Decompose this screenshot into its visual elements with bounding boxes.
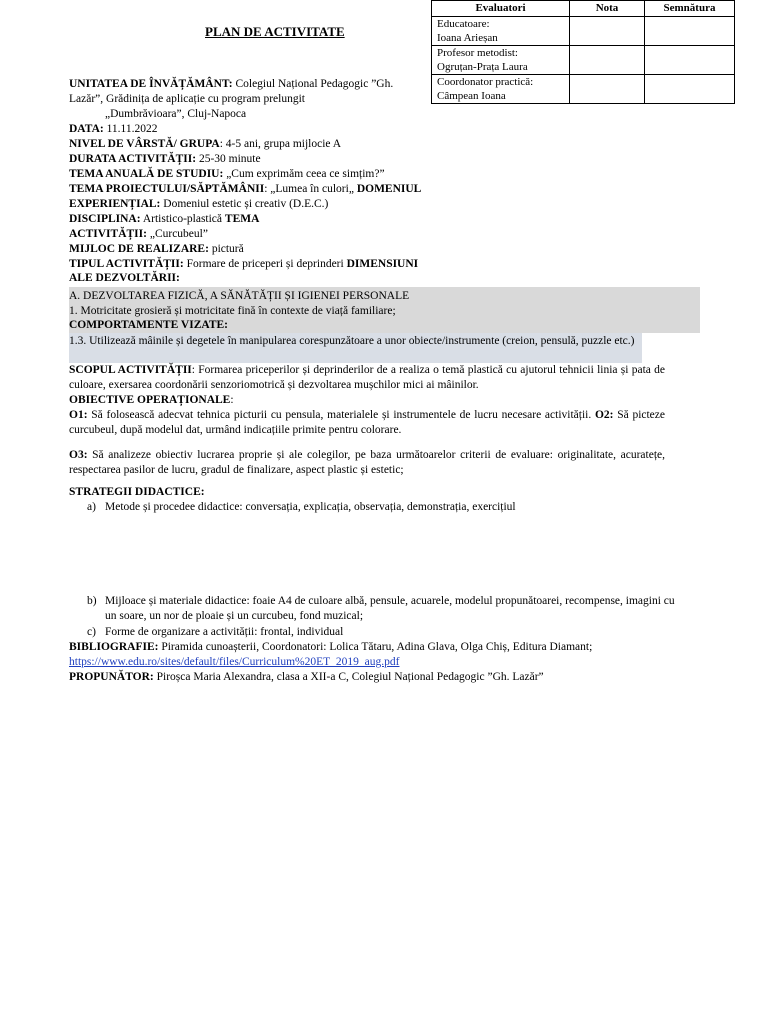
bibliografie-link-line — [69, 655, 399, 670]
evaluator-cell — [432, 17, 570, 46]
signature-cell — [645, 17, 735, 46]
grade-cell — [570, 17, 645, 46]
table-row — [432, 17, 735, 46]
tema-proiect-line: TEMA PROIECTULUI/SĂPTĂMÂNII: „Lumea în culori„ DOMENIUL — [69, 183, 422, 195]
table-header: Semnătura — [645, 1, 735, 17]
unitatea-line-1: UNITATEA DE ÎNVĂȚĂMÂNT: Colegiul Național Pedagogic ”Gh. — [69, 78, 394, 90]
grade-cell — [570, 46, 645, 75]
bibliografie-line: BIBLIOGRAFIE: Piramida cunoașterii, Coordonatori: Lolica Tătaru, Adina Glava, Olga Chiș, Editura Diamant; — [69, 641, 593, 653]
grade-cell — [570, 75, 645, 104]
table-row — [432, 46, 735, 75]
evaluator-name: Câmpean Ioana — [437, 90, 506, 102]
list-marker: c) — [87, 626, 96, 638]
unitatea-line-2: Lazăr”, Grădinița de aplicație cu program prelungit — [69, 93, 305, 105]
propunator-line: PROPUNĂTOR: Piroșca Maria Alexandra, clasa a XII-a C, Colegiul Național Pedagogic ”Gh. Lazăr” — [69, 671, 544, 683]
domeniul-line: EXPERIENȚIAL: Domeniul estetic și creativ (D.E.C.) — [69, 198, 329, 210]
mijloc-line: MIJLOC DE REALIZARE: pictură — [69, 243, 244, 255]
tema-anuala-line: TEMA ANUALĂ DE STUDIU: „Cum exprimăm ceea ce simțim?” — [69, 168, 385, 180]
scopul-paragraph: SCOPUL ACTIVITĂȚII: Formarea priceperilor și deprinderilor de a realiza o temă plastică cu ajutorul tehnicii linia și pata de culoare, exersarea coordonării senzoriomotrică și dezvoltarea mușchilor mici ai mâinilor. — [69, 364, 665, 391]
list-marker: a) — [87, 501, 96, 513]
comportamente-label: COMPORTAMENTE VIZATE: — [69, 319, 229, 331]
comportament-text: 1.3. Utilizează mâinile și degetele în manipularea corespunzătoare a unor obiecte/instrumente (creion, pensulă, puzzle etc.) — [69, 335, 635, 347]
disciplina-line: DISCIPLINA: Artistico-plastică TEMA — [69, 213, 260, 225]
dimensiuni-line: ALE DEZVOLTĂRII: — [69, 272, 180, 284]
curriculum-link[interactable]: https://www.edu.ro/sites/default/files/Curriculum%20ET_2019_aug.pdf — [69, 656, 400, 668]
table-header-row — [432, 1, 735, 17]
evaluator-role: Educatoare: — [437, 18, 490, 30]
obiective-label: OBIECTIVE OPERAȚIONALE: — [69, 394, 234, 406]
signature-cell — [645, 75, 735, 104]
dezvoltare-subdomain: 1. Motricitate grosieră și motricitate fină în contexte de viață familiare; — [69, 305, 396, 317]
strategii-label: STRATEGII DIDACTICE: — [69, 486, 205, 498]
evaluator-cell — [432, 46, 570, 75]
objective-o1-o2: O1: Să folosească adecvat tehnica picturii cu pensula, materialele și instrumentele de lucru necesare activității. O2: Să picteze curcubeul, după modelul dat, urmând indicațiile primite pentru colorare. — [69, 409, 665, 436]
tipul-line: TIPUL ACTIVITĂȚII: Formare de priceperi și deprinderi DIMENSIUNI — [69, 258, 419, 270]
nivel-line: NIVEL DE VÂRSTĂ/ GRUPA: 4-5 ani, grupa mijlocie A — [69, 138, 342, 150]
tema-activitatii-line: ACTIVITĂȚII: „Curcubeul” — [69, 228, 208, 240]
list-item-continued: un soare, un nor de ploaie și un curcubeu, fond muzical; — [105, 610, 364, 622]
evaluator-role: Coordonator practică: — [437, 76, 534, 88]
list-item: Forme de organizare a activității: frontal, individual — [105, 626, 344, 638]
evaluator-name: Ioana Arieșan — [437, 32, 498, 44]
evaluator-name: Ogruțan-Prața Laura — [437, 61, 528, 73]
evaluator-role: Profesor metodist: — [437, 47, 518, 59]
document-title: PLAN DE ACTIVITATE — [205, 24, 345, 39]
table-header: Nota — [570, 1, 645, 17]
list-item: Mijloace și materiale didactice: foaie A4 de culoare albă, pensule, acuarele, modelul propunătoarei, recompense, imagini cu — [105, 595, 675, 607]
list-item: Metode și procedee didactice: conversația, explicația, observația, demonstrația, exercițiul — [105, 501, 516, 513]
durata-line: DURATA ACTIVITĂȚII: 25-30 minute — [69, 153, 261, 165]
evaluator-cell — [432, 75, 570, 104]
evaluators-table — [431, 0, 735, 104]
unitatea-line-3: „Dumbrăvioara”, Cluj-Napoca — [105, 108, 247, 120]
data-line: DATA: 11.11.2022 — [69, 123, 158, 135]
objective-o3: O3: Să analizeze obiectiv lucrarea proprie și ale colegilor, pe baza următoarelor criterii de evaluare: originalitate, acuratețe, respectarea pasilor de lucru, gradul de finalizare, aspect plastic și estetic; — [69, 449, 665, 476]
table-row — [432, 75, 735, 104]
table-header: Evaluatori — [432, 1, 570, 17]
dezvoltare-domain: A. DEZVOLTAREA FIZICĂ, A SĂNĂTĂȚII ȘI IGIENEI PERSONALE — [69, 290, 410, 302]
signature-cell — [645, 46, 735, 75]
list-marker: b) — [87, 595, 97, 607]
